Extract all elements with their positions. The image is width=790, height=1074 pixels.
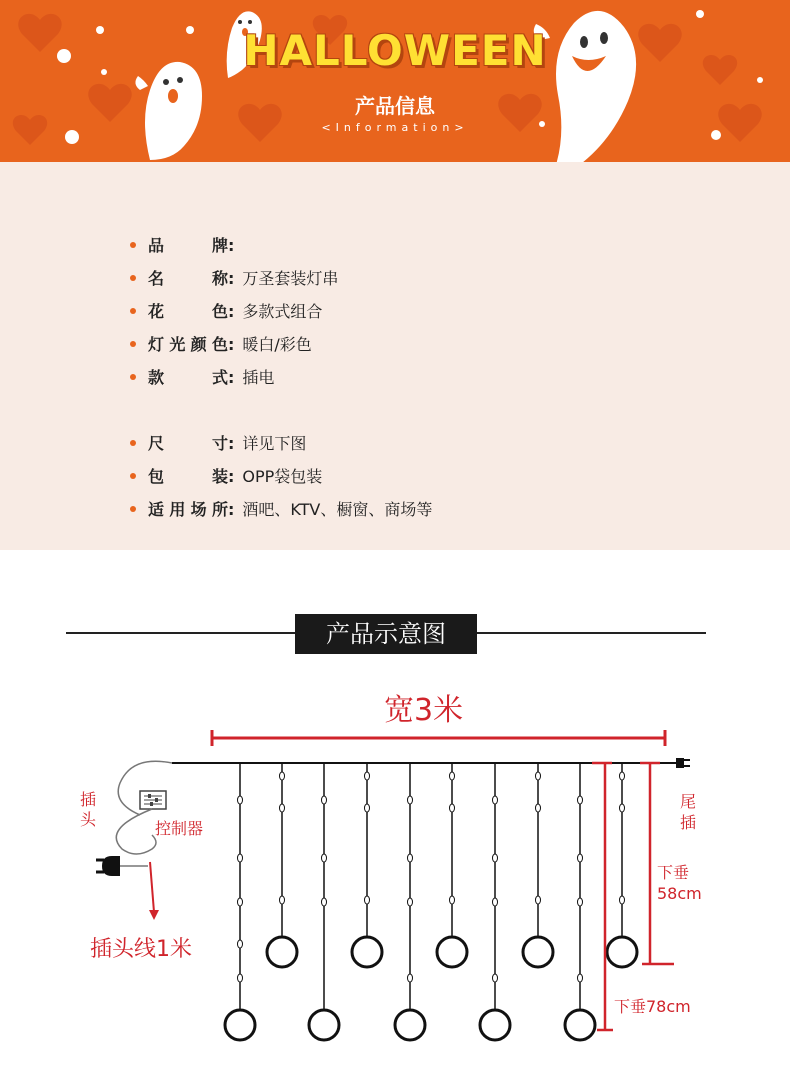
bullet-icon <box>130 275 136 281</box>
spec-label: 品牌 <box>148 236 228 255</box>
bullet-icon <box>130 473 136 479</box>
halloween-title: HALLOWEEN <box>243 26 547 75</box>
width-label: 宽3米 <box>384 693 464 728</box>
bullet-icon <box>130 506 136 512</box>
spec-value: 详见下图 <box>242 434 307 453</box>
controller-label: 控制器 <box>155 819 204 838</box>
spec-value: 多款式组合 <box>242 302 323 321</box>
plug-cable-arrow <box>149 862 159 920</box>
plug-cable <box>116 809 156 854</box>
spec-label: 尺寸 <box>148 434 228 453</box>
spec-name: 名称: 万圣套装灯串 <box>130 266 338 292</box>
spec-label: 包装 <box>148 467 228 486</box>
plug-label: 插头 <box>80 790 97 829</box>
spec-pattern: 花色: 多款式组合 <box>130 299 322 325</box>
bullet-icon <box>130 341 136 347</box>
width-dimension-line <box>212 730 665 746</box>
tail-plug-label: 尾插 <box>680 792 697 832</box>
controller-icon <box>140 791 166 809</box>
spec-label: 花色 <box>148 302 228 321</box>
spec-value: 万圣套装灯串 <box>242 269 339 288</box>
banner-decoration <box>0 0 790 162</box>
light-strands <box>240 763 622 1012</box>
bullet-icon <box>130 242 136 248</box>
spec-brand: 品牌: <box>130 233 242 259</box>
bullet-icon <box>130 374 136 380</box>
spec-label: 适用场所 <box>148 500 228 519</box>
plug-cable-label: 插头线1米 <box>90 937 192 962</box>
spec-value: OPP袋包装 <box>242 467 323 486</box>
plug-icon <box>96 856 148 876</box>
product-info-section <box>0 162 790 550</box>
bullet-icon <box>130 440 136 446</box>
spec-size: 尺寸: 详见下图 <box>130 431 306 457</box>
info-title: 产品信息 <box>355 94 435 118</box>
halloween-banner <box>0 0 790 162</box>
bullet-icon <box>130 308 136 314</box>
spec-value: 酒吧、KTV、橱窗、商场等 <box>242 500 433 519</box>
spec-package: 包装: OPP袋包装 <box>130 464 322 490</box>
diagram-heading: 产品示意图 <box>295 614 477 654</box>
spec-style: 款式: 插电 <box>130 365 274 391</box>
drop-long-label: 下垂78cm <box>614 997 691 1016</box>
spec-label: 款式 <box>148 368 228 387</box>
spec-light-color: 灯光颜色: 暖白/彩色 <box>130 332 312 358</box>
spec-value: 插电 <box>242 368 275 387</box>
spec-value: 暖白/彩色 <box>242 335 312 354</box>
diagram-header <box>0 612 790 656</box>
drop-short-label: 下垂 58cm <box>657 863 702 903</box>
spec-label: 灯光颜色 <box>148 335 228 354</box>
info-subtitle: <Information> <box>321 121 469 134</box>
tail-plug-icon <box>676 758 690 768</box>
spec-label: 名称 <box>148 269 228 288</box>
spec-venue: 适用场所: 酒吧、KTV、橱窗、商场等 <box>130 497 432 523</box>
ring-ornaments <box>225 937 637 1040</box>
